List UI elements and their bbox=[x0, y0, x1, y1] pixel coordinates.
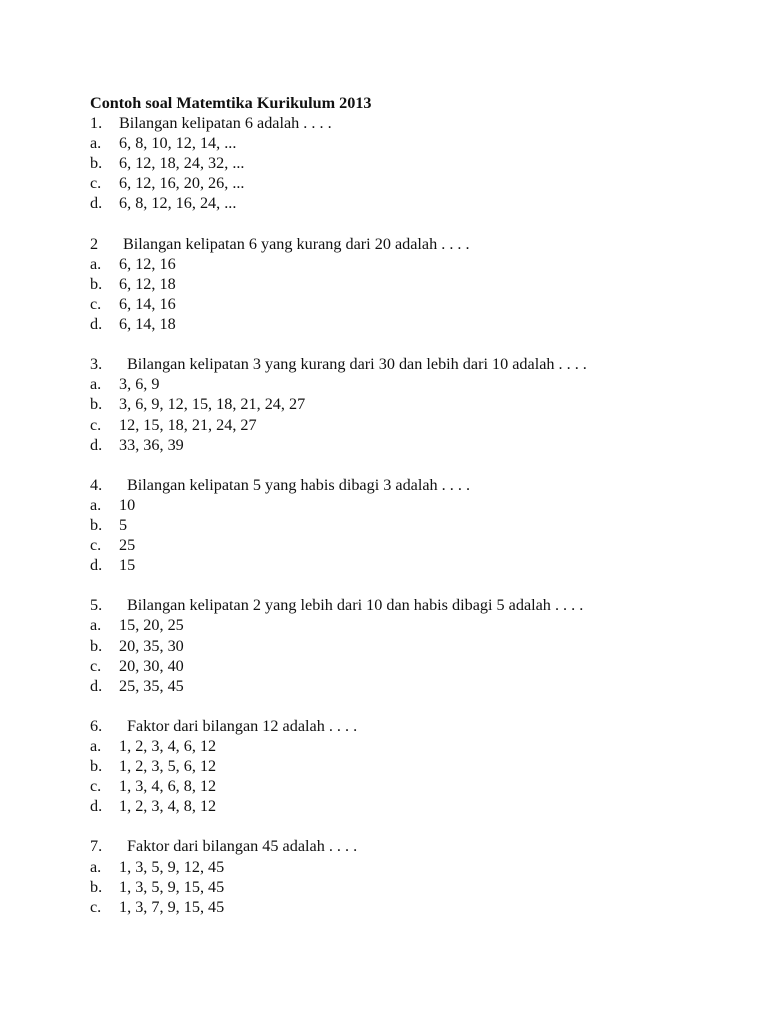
option-letter: c. bbox=[90, 174, 102, 193]
option-2-c bbox=[90, 294, 730, 314]
question-number: 3. bbox=[90, 355, 103, 374]
question-list bbox=[90, 113, 730, 917]
option-text: 10 bbox=[119, 495, 136, 514]
question-line bbox=[90, 113, 730, 133]
option-5-b bbox=[90, 636, 730, 656]
option-letter: b. bbox=[90, 274, 103, 293]
option-letter: d. bbox=[90, 556, 103, 575]
option-letter: c. bbox=[90, 294, 102, 313]
option-letter: b. bbox=[90, 757, 103, 776]
option-3-d bbox=[90, 435, 730, 455]
option-text: 6, 14, 16 bbox=[119, 294, 176, 313]
option-text: 1, 2, 3, 4, 8, 12 bbox=[119, 797, 217, 816]
option-2-a bbox=[90, 254, 730, 274]
option-letter: a. bbox=[90, 495, 102, 514]
question-number: 2 bbox=[90, 234, 99, 253]
question-line bbox=[90, 716, 730, 736]
option-letter: b. bbox=[90, 515, 103, 534]
option-6-c bbox=[90, 776, 730, 796]
option-4-a bbox=[90, 495, 730, 515]
option-text: 25, 35, 45 bbox=[119, 676, 184, 695]
option-letter: c. bbox=[90, 536, 102, 555]
question-6 bbox=[90, 716, 730, 816]
option-text: 15, 20, 25 bbox=[119, 616, 184, 635]
option-5-d bbox=[90, 676, 730, 696]
option-text: 6, 8, 10, 12, 14, ... bbox=[119, 134, 237, 153]
option-letter: b. bbox=[90, 395, 103, 414]
option-letter: c. bbox=[90, 777, 102, 796]
option-2-d bbox=[90, 314, 730, 334]
question-3 bbox=[90, 354, 730, 454]
question-7 bbox=[90, 836, 730, 916]
option-3-a bbox=[90, 374, 730, 394]
option-letter: c. bbox=[90, 415, 102, 434]
question-number: 1. bbox=[90, 114, 103, 133]
option-1-b bbox=[90, 153, 730, 173]
question-text: Faktor dari bilangan 12 adalah . . . . bbox=[127, 716, 358, 735]
question-line bbox=[90, 836, 730, 856]
option-text: 3, 6, 9, 12, 15, 18, 21, 24, 27 bbox=[119, 395, 306, 414]
question-text: Bilangan kelipatan 5 yang habis dibagi 3 adalah . . . . bbox=[127, 475, 470, 494]
option-text: 6, 12, 18 bbox=[119, 274, 176, 293]
option-4-b bbox=[90, 515, 730, 535]
option-4-d bbox=[90, 555, 730, 575]
option-4-c bbox=[90, 535, 730, 555]
option-text: 12, 15, 18, 21, 24, 27 bbox=[119, 415, 257, 434]
option-letter: c. bbox=[90, 897, 102, 916]
option-text: 1, 3, 5, 9, 15, 45 bbox=[119, 877, 225, 896]
option-text: 6, 14, 18 bbox=[119, 315, 176, 334]
option-letter: b. bbox=[90, 636, 103, 655]
option-text: 1, 3, 5, 9, 12, 45 bbox=[119, 857, 225, 876]
option-text: 6, 8, 12, 16, 24, ... bbox=[119, 194, 237, 213]
document-page bbox=[90, 93, 730, 937]
option-1-a bbox=[90, 133, 730, 153]
option-7-c bbox=[90, 897, 730, 917]
question-line bbox=[90, 354, 730, 374]
question-text: Bilangan kelipatan 6 yang kurang dari 20 adalah . . . . bbox=[123, 234, 470, 253]
option-text: 15 bbox=[119, 556, 136, 575]
option-5-a bbox=[90, 615, 730, 635]
option-letter: a. bbox=[90, 857, 102, 876]
question-number: 6. bbox=[90, 716, 103, 735]
option-3-b bbox=[90, 394, 730, 414]
option-text: 5 bbox=[119, 515, 128, 534]
option-letter: d. bbox=[90, 194, 103, 213]
question-2 bbox=[90, 234, 730, 334]
question-line bbox=[90, 475, 730, 495]
question-line bbox=[90, 234, 730, 254]
question-text: Bilangan kelipatan 2 yang lebih dari 10 dan habis dibagi 5 adalah . . . . bbox=[127, 596, 584, 615]
option-letter: a. bbox=[90, 616, 102, 635]
option-letter: a. bbox=[90, 134, 102, 153]
option-letter: a. bbox=[90, 254, 102, 273]
option-text: 1, 2, 3, 4, 6, 12 bbox=[119, 737, 217, 755]
question-number: 7. bbox=[90, 837, 103, 856]
option-letter: d. bbox=[90, 797, 103, 816]
option-text: 6, 12, 18, 24, 32, ... bbox=[119, 154, 245, 173]
option-6-a bbox=[90, 736, 730, 756]
question-4 bbox=[90, 475, 730, 575]
option-6-d bbox=[90, 796, 730, 816]
option-letter: d. bbox=[90, 315, 103, 334]
question-5 bbox=[90, 595, 730, 695]
document-title: Contoh soal Matemtika Kurikulum 2013 bbox=[90, 94, 372, 112]
option-7-a bbox=[90, 857, 730, 877]
question-text: Bilangan kelipatan 3 yang kurang dari 30 dan lebih dari 10 adalah . . . . bbox=[127, 355, 587, 374]
option-text: 20, 30, 40 bbox=[119, 656, 184, 675]
option-3-c bbox=[90, 415, 730, 435]
option-letter: d. bbox=[90, 435, 103, 454]
option-letter: b. bbox=[90, 154, 103, 173]
option-1-c bbox=[90, 173, 730, 193]
option-text: 6, 12, 16 bbox=[119, 254, 176, 273]
option-letter: b. bbox=[90, 877, 103, 896]
option-letter: a. bbox=[90, 375, 102, 394]
question-number: 5. bbox=[90, 596, 103, 615]
option-5-c bbox=[90, 656, 730, 676]
option-1-d bbox=[90, 193, 730, 213]
question-text: Bilangan kelipatan 6 adalah . . . . bbox=[119, 114, 332, 133]
option-letter: c. bbox=[90, 656, 102, 675]
option-2-b bbox=[90, 274, 730, 294]
option-7-b bbox=[90, 877, 730, 897]
option-text: 33, 36, 39 bbox=[119, 435, 184, 454]
question-text: Faktor dari bilangan 45 adalah . . . . bbox=[127, 837, 358, 856]
option-text: 1, 2, 3, 5, 6, 12 bbox=[119, 757, 217, 776]
question-number: 4. bbox=[90, 475, 103, 494]
question-1 bbox=[90, 113, 730, 213]
option-letter: a. bbox=[90, 737, 102, 755]
option-text: 3, 6, 9 bbox=[119, 375, 160, 394]
option-text: 20, 35, 30 bbox=[119, 636, 184, 655]
option-text: 25 bbox=[119, 536, 136, 555]
option-letter: d. bbox=[90, 676, 103, 695]
question-line bbox=[90, 595, 730, 615]
option-text: 1, 3, 7, 9, 15, 45 bbox=[119, 897, 225, 916]
option-text: 6, 12, 16, 20, 26, ... bbox=[119, 174, 245, 193]
option-6-b bbox=[90, 756, 730, 776]
option-text: 1, 3, 4, 6, 8, 12 bbox=[119, 777, 217, 796]
